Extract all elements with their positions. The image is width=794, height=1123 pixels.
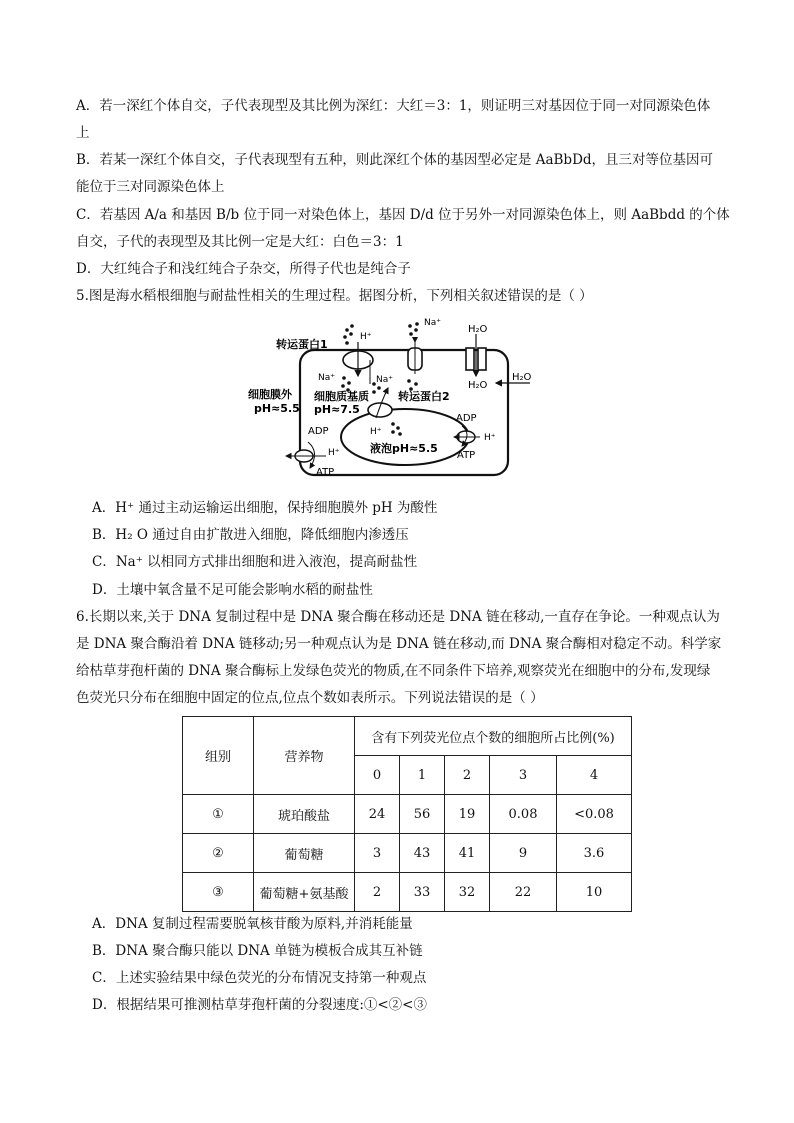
col-header: 1 xyxy=(400,756,445,795)
h-label-top: H⁺ xyxy=(360,332,372,342)
q4-option-c-line1: C．若基因 A/a 和基因 B/b 位于同一对染色体上，基因 D/d 位于另外一对同源染色体上，则 AaBbdd 的个体 xyxy=(76,207,730,223)
na-label-top: Na⁺ xyxy=(424,318,441,328)
q5-option-b: B．H₂ O 通过自由扩散进入细胞，降低细胞内渗透压 xyxy=(92,527,409,543)
cell-diagram xyxy=(248,312,548,484)
cell-value: 19 xyxy=(445,795,490,834)
header-nutrient: 营养物 xyxy=(254,717,355,795)
water-channel xyxy=(466,348,474,370)
q4-option-d: D．大红纯合子和浅红纯合子杂交，所得子代也是纯合子 xyxy=(76,261,411,277)
transporter1-label: 转运蛋白1 xyxy=(276,338,328,351)
cell-value: 0.08 xyxy=(490,795,557,834)
table-row xyxy=(183,873,632,912)
cell-group: ① xyxy=(183,795,254,834)
adp-label-left: ADP xyxy=(308,426,329,437)
cell-group: ② xyxy=(183,834,254,873)
h-label-right: H⁺ xyxy=(484,433,496,443)
cytoplasm-ph: pH≈7.5 xyxy=(314,403,360,416)
outside-label: 细胞膜外 xyxy=(248,388,292,401)
q6-option-a: A．DNA 复制过程需要脱氧核苷酸为原料,并消耗能量 xyxy=(92,916,413,932)
col-header: 0 xyxy=(355,756,400,795)
table-row xyxy=(183,834,632,873)
h-label-vacuole: H⁺ xyxy=(370,427,382,437)
q6-option-d: D．根据结果可推测枯草芽孢杆菌的分裂速度:①<②<③ xyxy=(92,997,427,1013)
transporter2-label: 转运蛋白2 xyxy=(398,390,450,403)
header-ratio: 含有下列荧光位点个数的细胞所占比例(%) xyxy=(355,717,632,756)
q5-option-a: A．H⁺ 通过主动运输运出细胞，保持细胞膜外 pH 为酸性 xyxy=(92,500,438,516)
cell-value: 41 xyxy=(445,834,490,873)
na-label-left: Na⁺ xyxy=(318,373,335,383)
col-header: 3 xyxy=(490,756,557,795)
q6-option-b: B．DNA 聚合酶只能以 DNA 单链为模板合成其互补链 xyxy=(92,943,423,959)
q4-option-a-line1: A．若一深红个体自交，子代表现型及其比例为深红：大红＝3：1，则证明三对基因位于同一对同源染色体 xyxy=(76,98,711,114)
cell-nutrient: 葡萄糖 xyxy=(254,834,355,873)
cell-value: 9 xyxy=(490,834,557,873)
cell-value: 33 xyxy=(400,873,445,912)
q6-stem-line3: 给枯草芽孢杆菌的 DNA 聚合酶标上发绿色荧光的物质,在不同条件下培养,观察荧光在细胞中的分布,发现绿 xyxy=(76,663,711,679)
atp-label-right: ATP xyxy=(457,450,476,461)
q6-stem-line2: 是 DNA 聚合酶沿着 DNA 链移动;另一种观点认为是 DNA 链在移动,而 DNA 聚合酶相对稳定不动。科学家 xyxy=(76,636,722,652)
cell-value: 56 xyxy=(400,795,445,834)
adp-label-right: ADP xyxy=(456,413,477,424)
col-header: 4 xyxy=(557,756,632,795)
q5-stem: 5.图是海水稻根细胞与耐盐性相关的生理过程。据图分析，下列相关叙述错误的是（ ） xyxy=(76,288,593,304)
q4-option-b-line2: 能位于三对同源染色体上 xyxy=(76,179,225,195)
cell-value: 2 xyxy=(355,873,400,912)
na-label-mid: Na⁺ xyxy=(376,375,393,385)
vacuole-label: 液泡pH≈5.5 xyxy=(370,442,438,455)
q6-option-c: C．上述实验结果中绿色荧光的分布情况支持第一种观点 xyxy=(92,970,427,986)
water-label-inside: H₂O xyxy=(468,380,488,391)
fluorescence-table xyxy=(182,716,632,912)
transporter2-protein xyxy=(368,403,392,417)
vacuole xyxy=(341,409,469,465)
table-row xyxy=(183,795,632,834)
cell-value: 22 xyxy=(490,873,557,912)
q6-stem-line1: 6.长期以来,关于 DNA 复制过程中是 DNA 聚合酶在移动还是 DNA 链在移动,一直存在争论。一种观点认为 xyxy=(76,609,720,625)
q5-option-d: D．土壤中氧含量不足可能会影响水稻的耐盐性 xyxy=(92,582,373,598)
cell-nutrient: 葡萄糖+氨基酸 xyxy=(254,873,355,912)
cell-group: ③ xyxy=(183,873,254,912)
cell-value: 24 xyxy=(355,795,400,834)
q4-option-a-line2: 上 xyxy=(76,125,90,141)
cell-nutrient: 琥珀酸盐 xyxy=(254,795,355,834)
cell-value: 32 xyxy=(445,873,490,912)
cell-value: 10 xyxy=(557,873,632,912)
header-group: 组别 xyxy=(183,717,254,795)
cell-value: 3 xyxy=(355,834,400,873)
outside-ph: pH≈5.5 xyxy=(254,402,300,415)
cell-value: <0.08 xyxy=(557,795,632,834)
cell-value: 3.6 xyxy=(557,834,632,873)
water-label-top: H₂O xyxy=(468,324,488,335)
cytoplasm-label: 细胞质基质 xyxy=(314,390,369,403)
cell-value: 43 xyxy=(400,834,445,873)
col-header: 2 xyxy=(445,756,490,795)
q4-option-c-line2: 自交，子代的表现型及其比例一定是大红：白色＝3：1 xyxy=(76,234,404,250)
atp-label-left: ATP xyxy=(316,467,335,478)
q4-option-b-line1: B．若某一深红个体自交，子代表现型有五种，则此深红个体的基因型必定是 AaBbDd，且三对等位基因可 xyxy=(76,152,714,168)
h-label-left: H⁺ xyxy=(328,448,340,458)
q6-stem-line4: 色荧光只分布在细胞中固定的位点,位点个数如表所示。下列说法错误的是（ ） xyxy=(76,690,544,706)
q5-option-c: C．Na⁺ 以相同方式排出细胞和进入液泡，提高耐盐性 xyxy=(92,554,418,570)
water-label-outside: H₂O xyxy=(512,372,532,383)
